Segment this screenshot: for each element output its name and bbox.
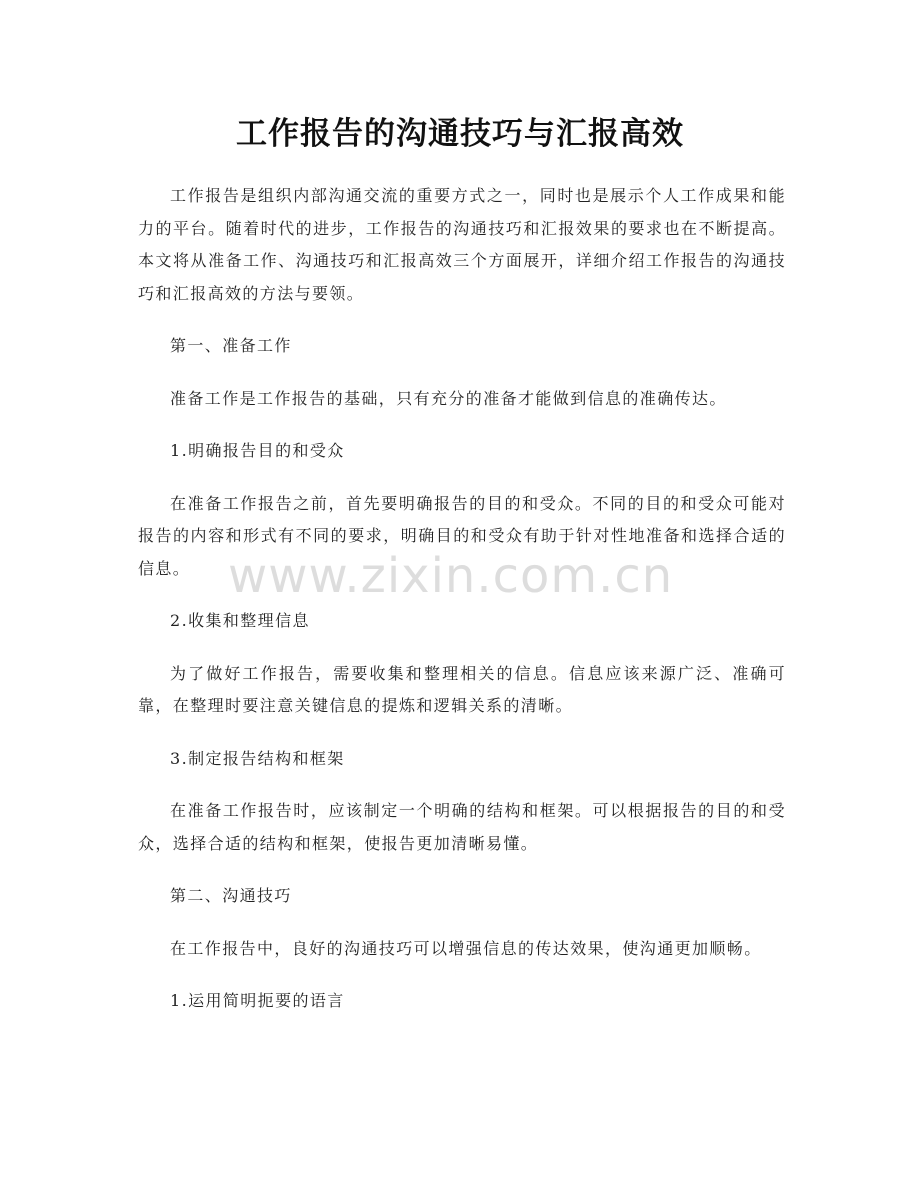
section1-intro: 准备工作是工作报告的基础，只有充分的准备才能做到信息的准确传达。 (170, 388, 727, 408)
section2-item1-heading: 1.运用简明扼要的语言 (170, 991, 345, 1010)
section2-heading: 第二、沟通技巧 (170, 886, 292, 905)
section1-item1-heading: 1.明确报告目的和受众 (170, 441, 345, 460)
document-body (138, 180, 786, 1018)
section1-item3-text: 在准备工作报告时，应该制定一个明确的结构和框架。可以根据报告的目的和受众，选择合适的结构和框架，使报告更加清晰易懂。 (138, 801, 786, 853)
watermark: www.zixin.com.cn (228, 548, 674, 604)
section1-item2-text: 为了做好工作报告，需要收集和整理相关的信息。信息应该来源广泛、准确可靠，在整理时要注意关键信息的提炼和逻辑关系的清晰。 (138, 663, 786, 715)
section1-heading: 第一、准备工作 (170, 336, 292, 355)
document-title: 工作报告的沟通技巧与汇报高效 (236, 116, 684, 152)
section1-item3-heading: 3.制定报告结构和框架 (170, 748, 345, 768)
section2-intro: 在工作报告中，良好的沟通技巧可以增强信息的传达效果，使沟通更加顺畅。 (170, 938, 762, 958)
section1-item1-text: 在准备工作报告之前，首先要明确报告的目的和受众。不同的目的和受众可能对报告的内容和形式有不同的要求，明确目的和受众有助于针对性地准备和选择合适的信息。 (138, 493, 786, 578)
intro-paragraph: 工作报告是组织内部沟通交流的重要方式之一，同时也是展示个人工作成果和能力的平台。随着时代的进步，工作报告的沟通技巧和汇报效果的要求也在不断提高。本文将从准备工作、沟通技巧和汇报高效三个方面展开，详细介绍工作报告的沟通技巧和汇报高效的方法与要领。 (138, 186, 786, 303)
section1-item2-heading: 2.收集和整理信息 (170, 611, 310, 630)
